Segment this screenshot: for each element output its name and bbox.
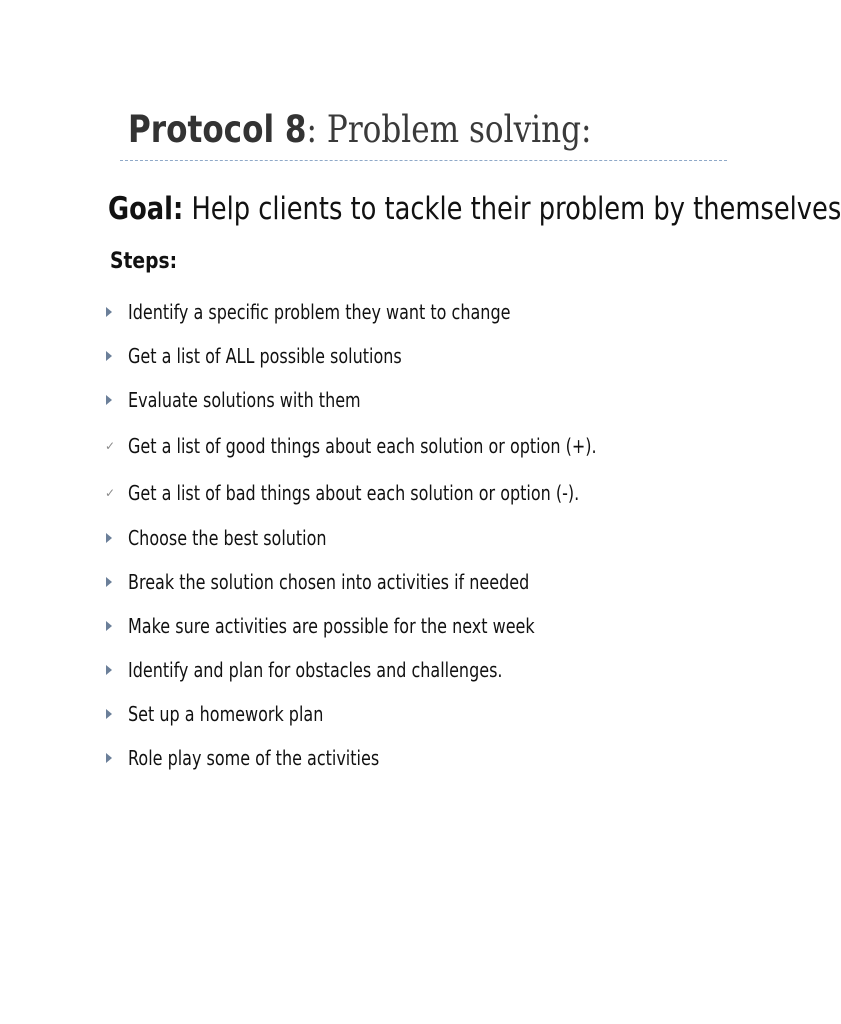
list-item [104, 469, 714, 516]
list-item [104, 422, 714, 469]
step-text: Make sure activities are possible for the next week [128, 614, 535, 638]
arrow-icon [106, 621, 112, 631]
bullet [104, 665, 128, 675]
bullet [104, 709, 128, 719]
bullet [104, 621, 128, 631]
goal-label: Goal: [108, 191, 184, 227]
step-text: Break the solution chosen into activities if needed [128, 570, 530, 594]
list-item [104, 604, 714, 648]
list-item [104, 334, 714, 378]
list-item [104, 736, 714, 780]
arrow-icon [106, 709, 112, 719]
list-item [104, 290, 714, 334]
arrow-icon [106, 533, 112, 543]
bullet [104, 307, 128, 317]
bullet [104, 533, 128, 543]
arrow-icon [106, 395, 112, 405]
slide-title-rest: : Problem solving: [306, 108, 592, 151]
arrow-icon [106, 577, 112, 587]
step-text: Get a list of bad things about each solution or option (-). [128, 480, 580, 505]
check-icon: ✓ [105, 485, 116, 500]
bullet [104, 486, 128, 500]
slide-title [128, 104, 591, 156]
arrow-icon [106, 665, 112, 675]
slide-title-bold: Protocol 8 [128, 108, 307, 151]
step-text: Get a list of good things about each solution or option (+). [128, 433, 597, 458]
title-divider [120, 160, 727, 161]
step-text: Evaluate solutions with them [128, 388, 361, 412]
list-item [104, 648, 714, 692]
goal-text: Help clients to tackle their problem by themselves [183, 191, 841, 227]
bullet [104, 753, 128, 763]
list-item [104, 516, 714, 560]
bullet [104, 395, 128, 405]
arrow-icon [106, 753, 112, 763]
bullet [104, 439, 128, 453]
steps-list [104, 290, 714, 780]
list-item [104, 692, 714, 736]
check-icon: ✓ [105, 438, 116, 453]
step-text: Get a list of ALL possible solutions [128, 344, 402, 368]
goal-line [108, 187, 841, 231]
step-text: Choose the best solution [128, 526, 327, 550]
step-text: Identify and plan for obstacles and challenges. [128, 658, 503, 682]
step-text: Identify a specific problem they want to change [128, 300, 511, 324]
list-item [104, 560, 714, 604]
steps-heading: Steps: [110, 249, 178, 274]
list-item [104, 378, 714, 422]
arrow-icon [106, 351, 112, 361]
bullet [104, 351, 128, 361]
arrow-icon [106, 307, 112, 317]
step-text: Set up a homework plan [128, 702, 324, 726]
bullet [104, 577, 128, 587]
step-text: Role play some of the activities [128, 746, 380, 770]
